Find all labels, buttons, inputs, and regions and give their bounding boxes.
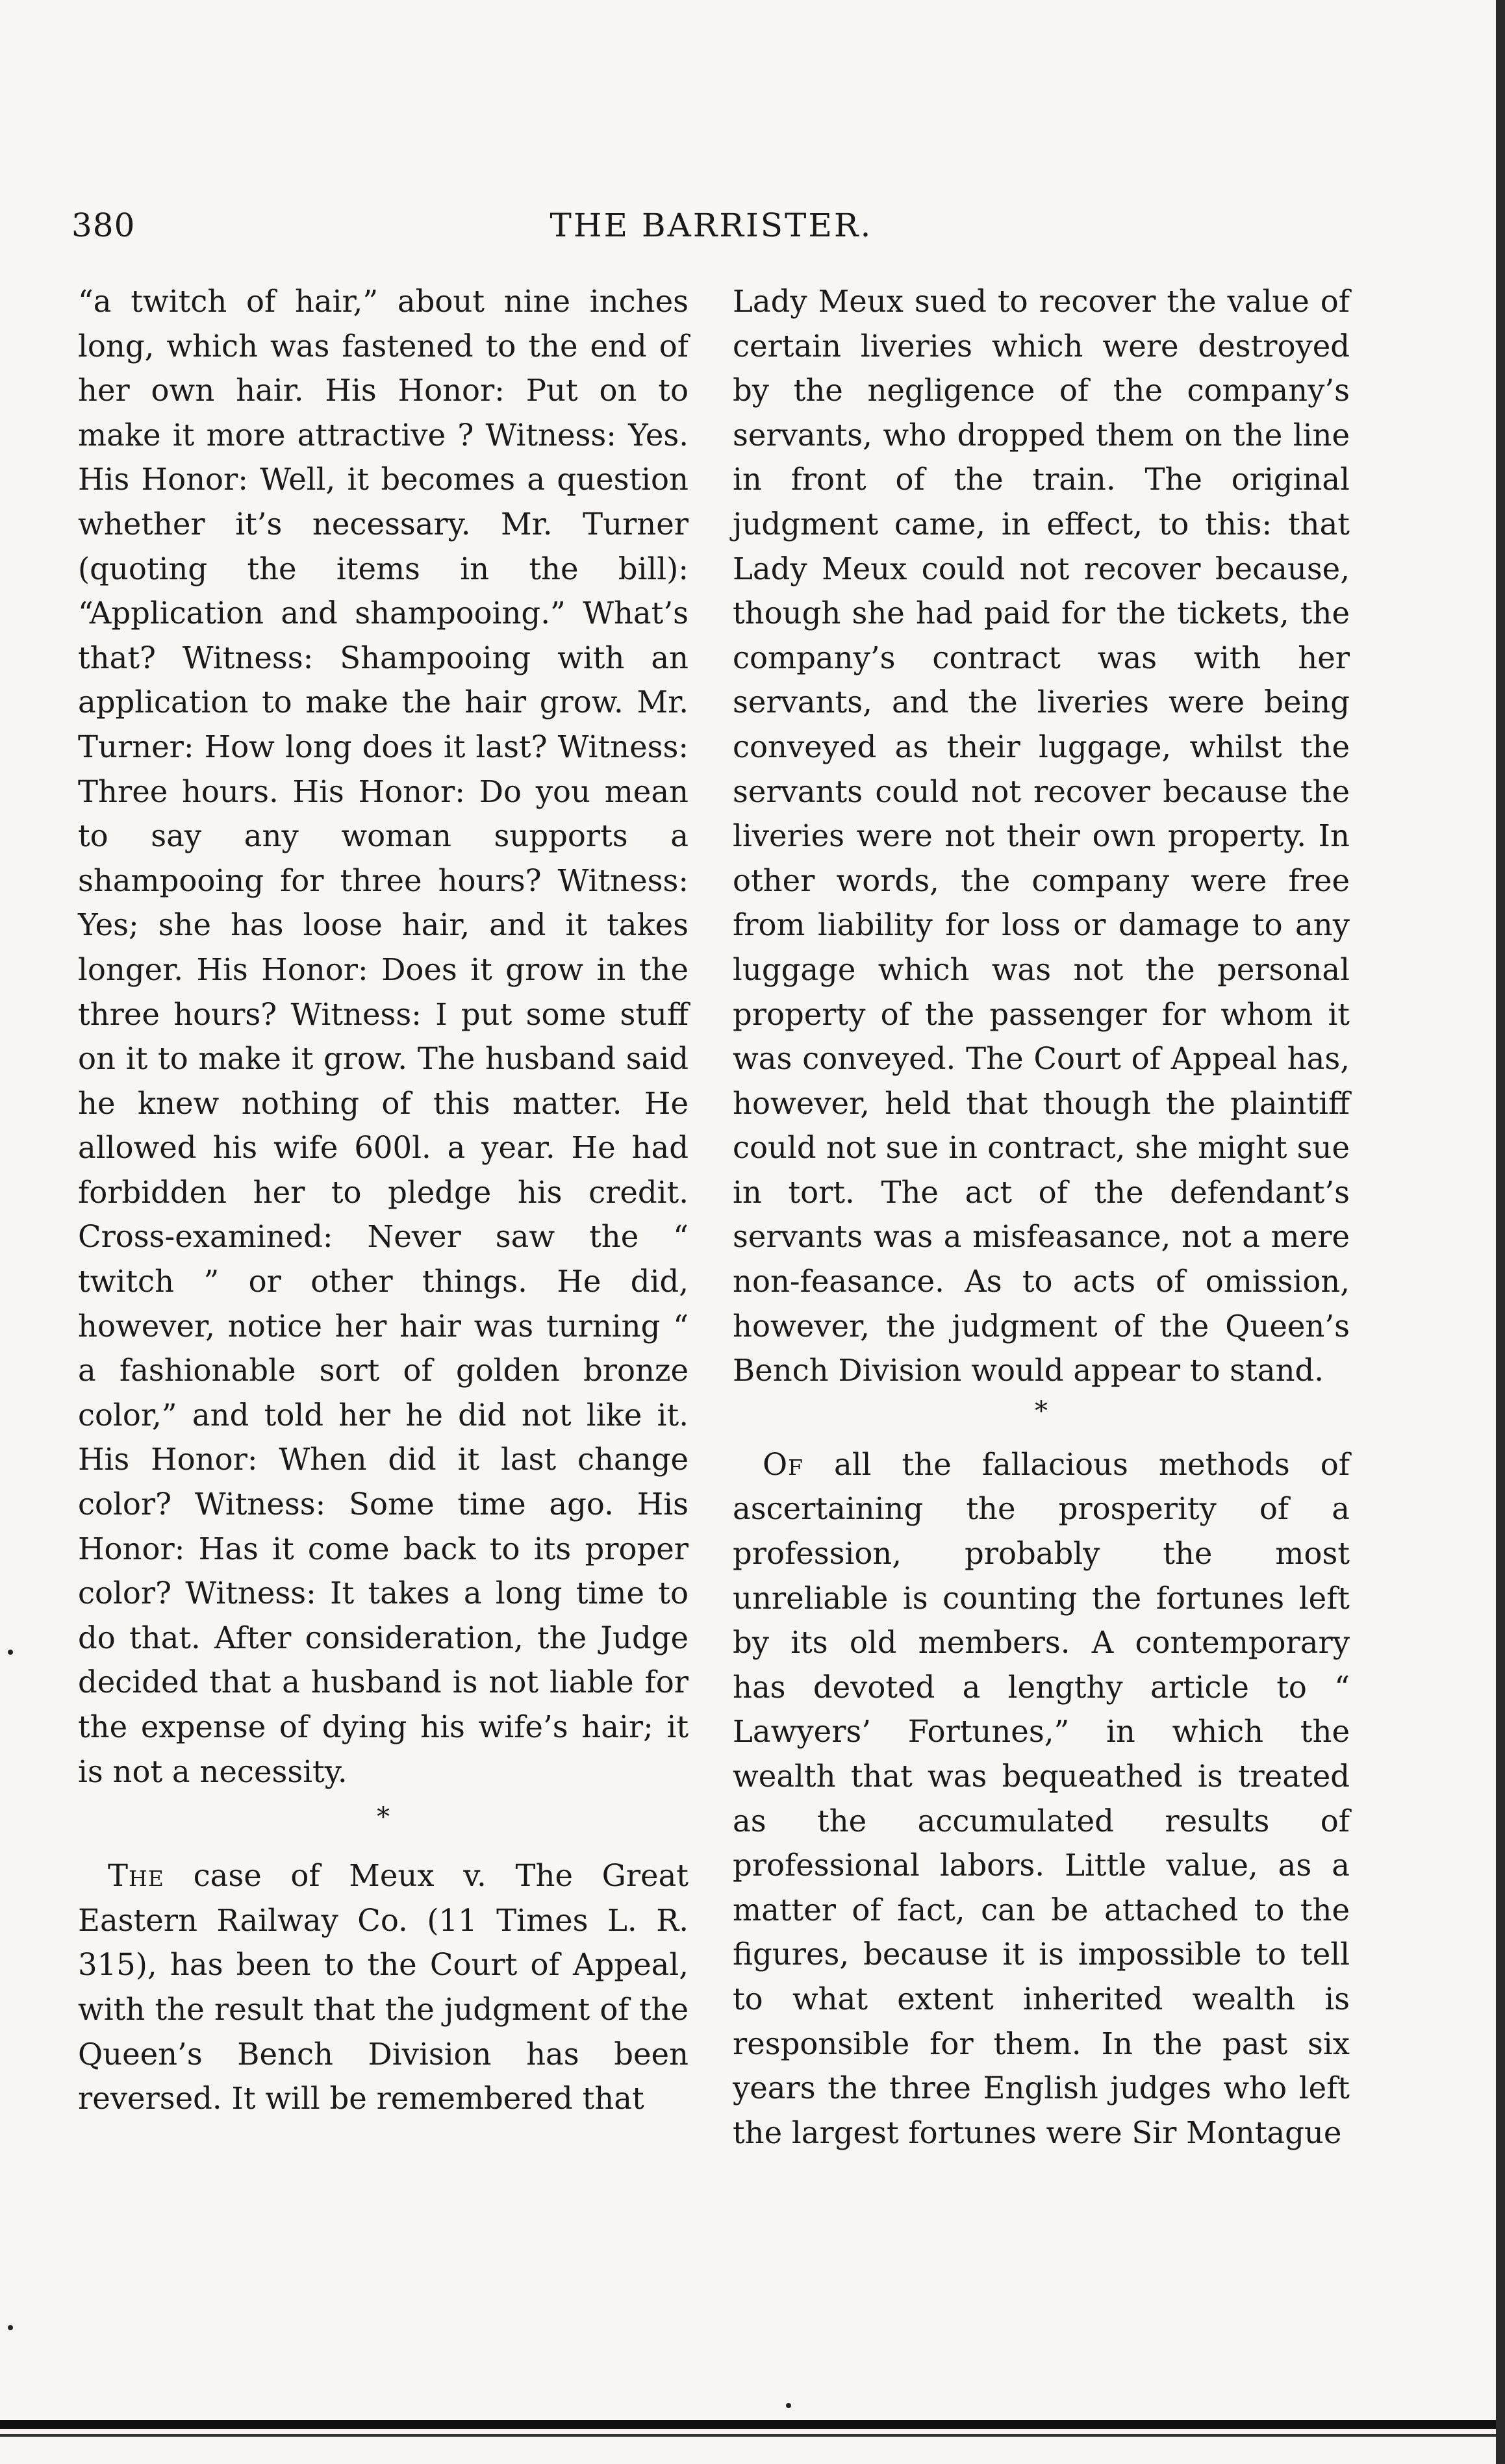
left-paragraph-2: [78, 1854, 689, 2121]
paragraph-lead-word: Of: [763, 1446, 804, 1482]
right-paragraph-2-body: all the fallacious methods of ascertaining the prosperity of a profession, probably the most unreliable is counting the fortunes left by its old members. A contemporary has devoted a lengthy article to “ Lawyers’ Fortunes,” in which the wealth that was bequeathed is treated as the accumulated results of professional labors. Little value, as a matter of fact, can be attached to the figures, because it is impossible to tell to what extent inherited wealth is responsible for them. In the past six years the three English judges who left the largest fortunes were Sir Montague: [733, 1446, 1350, 2150]
running-title: THE BARRISTER.: [550, 207, 873, 244]
stray-ink-dot: [786, 2403, 791, 2408]
page-bottom-border: [0, 2420, 1505, 2429]
page-right-border: [1496, 0, 1505, 2464]
right-paragraph-2: [733, 1442, 1350, 2156]
right-column: [733, 279, 1350, 2155]
left-column: [78, 279, 689, 2121]
left-paragraph-1: “a twitch of hair,” about nine inches long, which was fastened to the end of her own hair. His Honor: Put on to make it more attractive ? Witness: Yes. His Honor: Well, it becomes a question whether it’s necessary. Mr. Turner (quoting the items in the bill): “Application and shampooing.” What’s that? Witness: Shampooing with an application to make the hair grow. Mr. Turner: How long does it last? Witness: Three hours. His Honor: Do you mean to say any woman supports a shampooing for three hours? Witness: Yes; she has loose hair, and it takes longer. His Honor: Does it grow in the three hours? Witness: I put some stuff on it to make it grow. The husband said he knew nothing of this matter. He allowed his wife 600l. a year. He had forbidden her to pledge his credit. Cross-examined: Never saw the “ twitch ” or other things. He did, however, notice her hair was turning “ a fashionable sort of golden bronze color,” and told her he did not like it. His Honor: When did it last change color? Witness: Some time ago. His Honor: Has it come back to its proper color? Witness: It takes a long time to do that. After consideration, the Judge decided that a husband is not liable for the expense of dying his wife’s hair; it is not a necessity.: [78, 284, 689, 1789]
page-header: [71, 207, 1351, 258]
paragraph-lead-word: The: [108, 1858, 164, 1894]
page-bottom-border-thin: [0, 2434, 1505, 2437]
left-paragraph-2-body: case of Meux v. The Great Eastern Railway Co. (11 Times L. R. 315), has been to the Court of Appeal, with the result that the judgment of the Queen’s Bench Division has been reversed. It will be remembered that: [78, 1858, 689, 2117]
page-number: 380: [71, 207, 136, 244]
right-paragraph-1: Lady Meux sued to recover the value of certain liveries which were destroyed by the negligence of the company’s servants, who dropped them on the line in front of the train. The original judgment came, in effect, to this: that Lady Meux could not recover because, though she had paid for the tickets, the company’s contract was with her servants, and the liveries were being conveyed as their luggage, whilst the servants could not recover because the liveries were not their own property. In other words, the company were free from liability for loss or damage to any luggage which was not the personal property of the passenger for whom it was conveyed. The Court of Appeal has, however, held that though the plaintiff could not sue in contract, she might sue in tort. The act of the defendant’s servants was a misfeasance, not a mere non-feasance. As to acts of omission, however, the judgment of the Queen’s Bench Division would appear to stand.: [733, 284, 1350, 1389]
section-separator: *: [1035, 1396, 1048, 1426]
stray-ink-dot: [8, 2325, 13, 2330]
section-separator: *: [377, 1802, 390, 1833]
stray-ink-dot: [8, 1650, 13, 1655]
